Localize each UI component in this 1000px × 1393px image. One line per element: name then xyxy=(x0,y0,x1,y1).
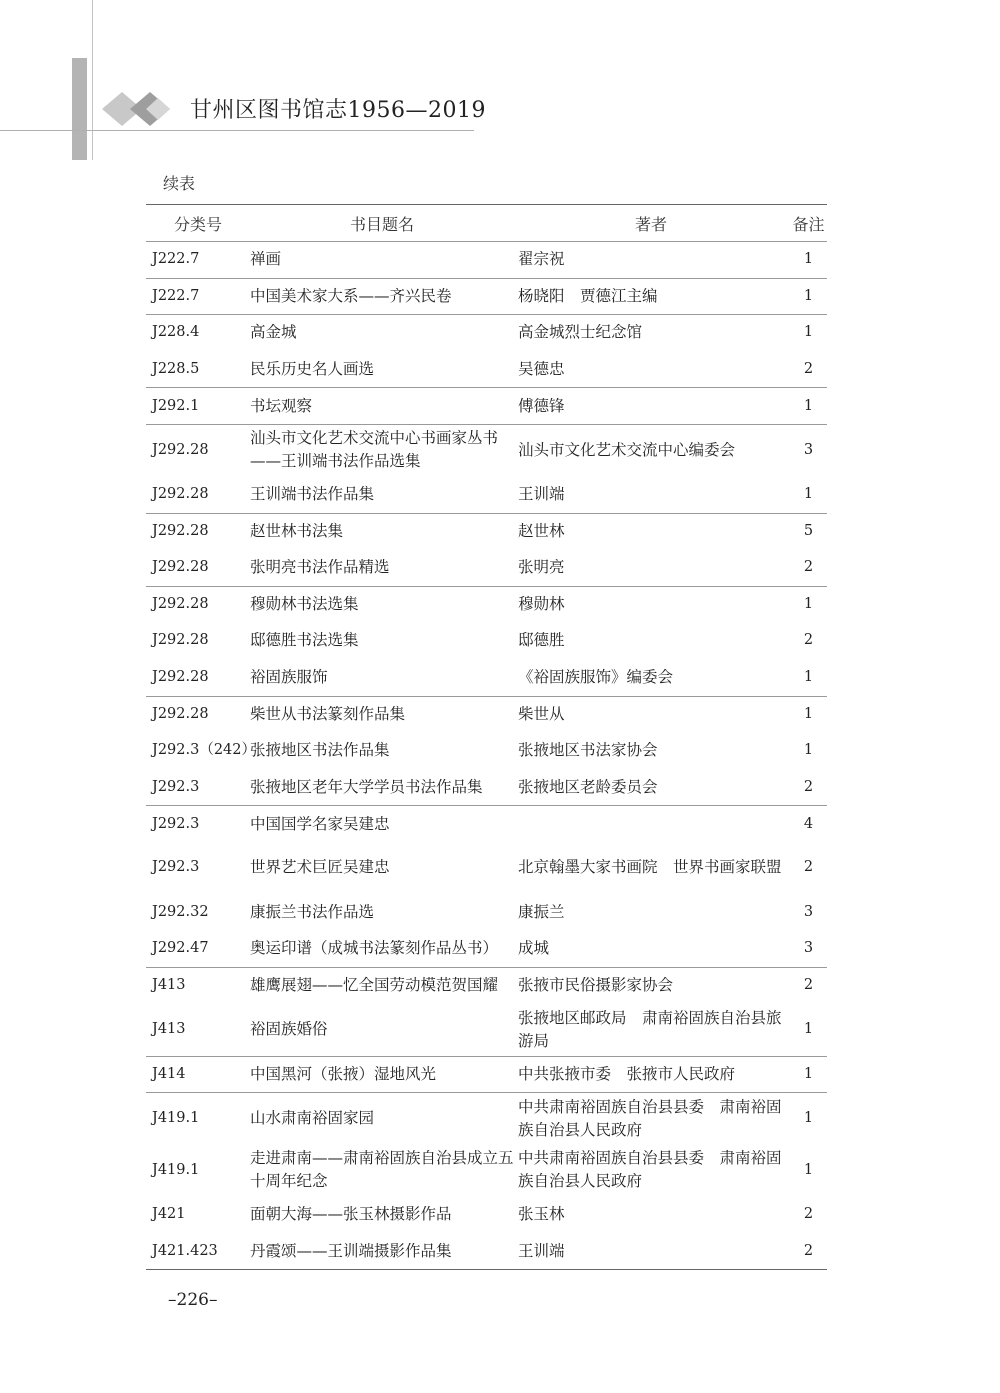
remarks-cell: 1 xyxy=(803,287,814,304)
author-cell: 张掖地区邮政局 肃南裕固族自治县旅游局 xyxy=(518,1008,782,1050)
class-number-cell: J292.28 xyxy=(152,596,209,613)
table-row xyxy=(146,967,827,1004)
author-cell: 中共张掖市委 张掖市人民政府 xyxy=(518,1064,736,1083)
book-title-cell: 高金城 xyxy=(250,323,297,342)
book-title-cell: 王训端书法作品集 xyxy=(250,484,375,503)
book-title-cell: 禅画 xyxy=(250,250,282,269)
table-row xyxy=(146,1144,827,1196)
class-number-cell: J292.28 xyxy=(152,632,209,649)
class-number-cell: J292.1 xyxy=(152,397,200,414)
column-header-class-number: 分类号 xyxy=(173,214,222,234)
remarks-cell: 1 xyxy=(803,1110,814,1127)
catalog-table xyxy=(146,204,827,1270)
author-cell: 张玉林 xyxy=(518,1205,565,1224)
book-title-cell: 张掖地区书法作品集 xyxy=(250,740,390,759)
remarks-cell: 2 xyxy=(803,859,814,876)
class-number-cell: J222.7 xyxy=(152,287,200,304)
author-cell: 张掖地区书法家协会 xyxy=(518,740,658,759)
remarks-cell: 2 xyxy=(803,1242,814,1259)
column-header-author: 著者 xyxy=(634,214,667,234)
table-row xyxy=(146,732,827,769)
class-number-cell: J414 xyxy=(152,1065,186,1082)
author-cell: 成城 xyxy=(518,939,550,958)
book-title-cell: 丹霞颂——王训端摄影作品集 xyxy=(250,1241,452,1260)
table-row xyxy=(146,769,827,806)
remarks-cell: 1 xyxy=(803,705,814,722)
book-title-cell: 邸德胜书法选集 xyxy=(250,631,359,650)
class-number-cell: J292.3 xyxy=(152,859,200,876)
author-cell: 王训端 xyxy=(518,1241,565,1260)
table-row xyxy=(146,894,827,931)
table-row xyxy=(146,314,827,351)
remarks-cell: 1 xyxy=(803,596,814,613)
class-number-cell: J421.423 xyxy=(152,1242,218,1259)
page-number: –226– xyxy=(168,1290,218,1310)
class-number-cell: J421 xyxy=(152,1206,186,1223)
class-number-cell: J228.5 xyxy=(152,360,200,377)
class-number-cell: J292.28 xyxy=(152,558,209,575)
book-title-cell: 中国美术家大系——齐兴民卷 xyxy=(250,286,452,305)
class-number-cell: J292.3（242） xyxy=(152,741,256,758)
class-number-cell: J292.28 xyxy=(152,522,209,539)
remarks-cell: 1 xyxy=(803,741,814,758)
author-cell: 张掖市民俗摄影家协会 xyxy=(518,976,674,995)
class-number-cell: J292.3 xyxy=(152,815,200,832)
author-cell: 高金城烈士纪念馆 xyxy=(518,323,643,342)
remarks-cell: 4 xyxy=(803,815,814,832)
class-number-cell: J222.7 xyxy=(152,251,200,268)
remarks-cell: 2 xyxy=(803,1206,814,1223)
remarks-cell: 1 xyxy=(803,1065,814,1082)
table-row xyxy=(146,659,827,696)
book-title-cell: 书坛观察 xyxy=(250,396,313,415)
author-cell: 邸德胜 xyxy=(518,631,565,650)
author-cell: 翟宗祝 xyxy=(518,250,565,269)
author-cell: 傅德锋 xyxy=(518,396,565,415)
author-cell: 王训端 xyxy=(518,484,565,503)
table-row xyxy=(146,696,827,733)
author-cell: 赵世林 xyxy=(518,521,565,540)
table-row xyxy=(146,424,827,476)
column-header-remarks: 备注 xyxy=(792,214,825,234)
book-title-cell: 柴世从书法篆刻作品集 xyxy=(250,704,406,723)
book-title-cell: 裕固族婚俗 xyxy=(250,1020,328,1039)
book-title-cell: 中国黑河（张掖）湿地风光 xyxy=(250,1064,437,1083)
class-number-cell: J292.3 xyxy=(152,778,200,795)
author-cell: 杨晓阳 贾德江主编 xyxy=(518,286,658,305)
book-title-cell: 裕固族服饰 xyxy=(250,667,328,686)
header-vertical-rule xyxy=(92,0,93,160)
table-row xyxy=(146,931,827,968)
table-row xyxy=(146,1056,827,1093)
remarks-cell: 1 xyxy=(803,324,814,341)
author-cell: 吴德忠 xyxy=(518,359,565,378)
table-row xyxy=(146,1004,827,1056)
table-body xyxy=(146,241,827,1269)
class-number-cell: J292.28 xyxy=(152,441,209,458)
author-cell: 《裕固族服饰》编委会 xyxy=(518,667,674,686)
table-row xyxy=(146,1092,827,1144)
class-number-cell: J419.1 xyxy=(152,1110,200,1127)
remarks-cell: 3 xyxy=(803,903,814,920)
book-title-cell: 面朝大海——张玉林摄影作品 xyxy=(250,1205,452,1224)
remarks-cell: 3 xyxy=(803,940,814,957)
remarks-cell: 2 xyxy=(803,360,814,377)
book-title-cell: 穆勋林书法选集 xyxy=(250,595,359,614)
book-title-cell: 山水肃南裕固家园 xyxy=(250,1109,375,1128)
table-row xyxy=(146,351,827,388)
remarks-cell: 1 xyxy=(803,668,814,685)
author-cell: 张明亮 xyxy=(518,557,565,576)
author-cell: 穆勋林 xyxy=(518,595,565,614)
table-row xyxy=(146,622,827,659)
header-diamond-ornament xyxy=(102,92,182,126)
book-title-cell: 奥运印谱（成城书法篆刻作品丛书） xyxy=(250,939,499,958)
remarks-cell: 2 xyxy=(803,778,814,795)
table-row xyxy=(146,549,827,586)
book-title-cell: 张掖地区老年大学学员书法作品集 xyxy=(250,777,483,796)
book-title-cell: 走进肃南——肃南裕固族自治县成立五十周年纪念 xyxy=(250,1149,514,1191)
class-number-cell: J413 xyxy=(152,1021,186,1038)
author-cell: 柴世从 xyxy=(518,704,565,723)
table-row xyxy=(146,387,827,424)
class-number-cell: J292.28 xyxy=(152,485,209,502)
book-title-cell: 雄鹰展翅——忆全国劳动模范贺国耀 xyxy=(250,976,499,995)
class-number-cell: J292.32 xyxy=(152,903,209,920)
remarks-cell: 2 xyxy=(803,632,814,649)
continued-table-label: 续表 xyxy=(163,174,196,193)
header-gray-bar xyxy=(72,58,87,160)
table-row xyxy=(146,278,827,315)
book-title-cell: 汕头市文化艺术交流中心书画家丛书——王训端书法作品选集 xyxy=(250,429,499,471)
author-cell: 中共肃南裕固族自治县县委 肃南裕固族自治县人民政府 xyxy=(518,1149,782,1191)
book-title-cell: 世界艺术巨匠吴建忠 xyxy=(250,858,390,877)
column-header-book-title: 书目题名 xyxy=(349,214,414,234)
table-row xyxy=(146,805,827,842)
remarks-cell: 1 xyxy=(803,485,814,502)
table-row xyxy=(146,1196,827,1233)
class-number-cell: J419.1 xyxy=(152,1161,200,1178)
author-cell: 北京翰墨大家书画院 世界书画家联盟 xyxy=(518,858,782,877)
table-row xyxy=(146,842,827,894)
class-number-cell: J413 xyxy=(152,977,186,994)
remarks-cell: 1 xyxy=(803,1021,814,1038)
table-row xyxy=(146,1233,827,1270)
remarks-cell: 2 xyxy=(803,977,814,994)
class-number-cell: J292.28 xyxy=(152,705,209,722)
remarks-cell: 3 xyxy=(803,441,814,458)
book-title-header: 甘州区图书馆志1956—2019 xyxy=(190,98,486,123)
remarks-cell: 1 xyxy=(803,251,814,268)
author-cell: 中共肃南裕固族自治县县委 肃南裕固族自治县人民政府 xyxy=(518,1097,782,1139)
header-horizontal-rule xyxy=(0,130,474,131)
book-title-cell: 赵世林书法集 xyxy=(250,521,344,540)
remarks-cell: 1 xyxy=(803,397,814,414)
book-title-cell: 康振兰书法作品选 xyxy=(250,902,375,921)
book-title-cell: 张明亮书法作品精选 xyxy=(250,557,390,576)
remarks-cell: 5 xyxy=(803,522,814,539)
class-number-cell: J292.28 xyxy=(152,668,209,685)
book-title-cell: 中国国学名家吴建忠 xyxy=(250,814,390,833)
remarks-cell: 1 xyxy=(803,1161,814,1178)
author-cell: 康振兰 xyxy=(518,902,565,921)
author-cell: 张掖地区老龄委员会 xyxy=(518,777,658,796)
table-header-row xyxy=(146,205,827,241)
table-row xyxy=(146,586,827,623)
book-title-cell: 民乐历史名人画选 xyxy=(250,359,375,378)
class-number-cell: J228.4 xyxy=(152,324,200,341)
class-number-cell: J292.47 xyxy=(152,940,209,957)
table-row xyxy=(146,476,827,513)
remarks-cell: 2 xyxy=(803,558,814,575)
table-row xyxy=(146,241,827,278)
author-cell: 汕头市文化艺术交流中心编委会 xyxy=(518,440,736,459)
table-row xyxy=(146,513,827,550)
